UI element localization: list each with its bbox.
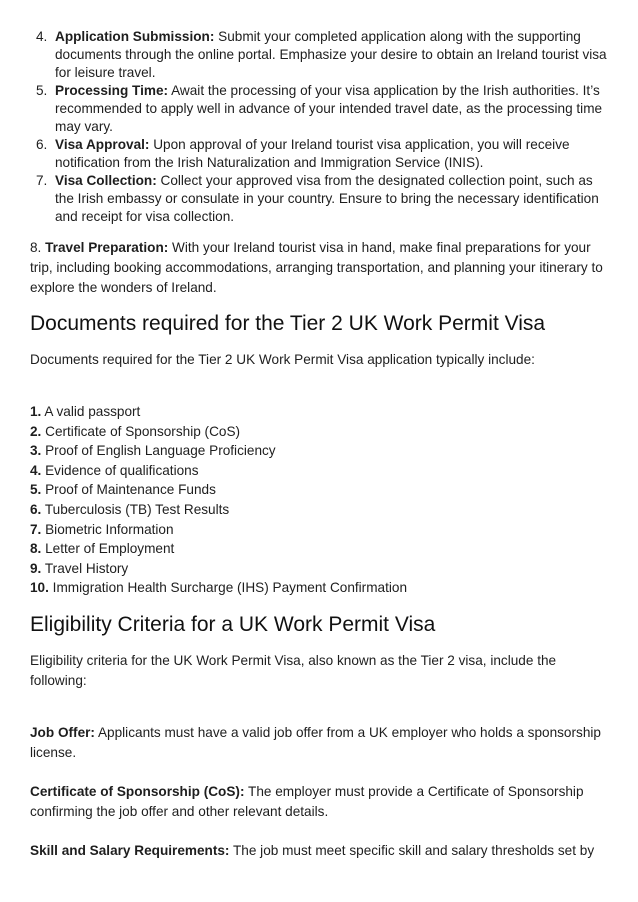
- step-item: [30, 28, 610, 82]
- document-number: 3.: [30, 443, 42, 459]
- criterion-text: Applicants must have a valid job offer from a UK employer who holds a sponsorship license.: [30, 725, 601, 760]
- eligibility-heading: Eligibility Criteria for a UK Work Permit Visa: [30, 613, 436, 636]
- document-item: [30, 520, 407, 540]
- step-text: Upon approval of your Ireland tourist visa application, you will receive notification from the Irish Naturalization and Immigration Service (INIS).: [55, 137, 570, 170]
- document-text: Immigration Health Surcharge (IHS) Payment Confirmation: [48, 580, 408, 596]
- criterion-paragraph: [30, 841, 610, 861]
- step-title: Visa Approval:: [55, 137, 150, 152]
- document-text: A valid passport: [41, 404, 141, 419]
- step-item: [30, 82, 610, 136]
- step-title: Application Submission:: [55, 29, 215, 44]
- documents-heading: Documents required for the Tier 2 UK Work Permit Visa: [30, 312, 546, 335]
- step-item: [30, 136, 610, 172]
- document-text: Evidence of qualifications: [41, 462, 199, 478]
- document-text: Letter of Employment: [41, 541, 175, 557]
- criterion-text: The job must meet specific skill and salary thresholds set by: [229, 843, 595, 858]
- document-item: [30, 441, 407, 461]
- step-text: Collect your approved visa from the designated collection point, such as the Irish embassy or consulate in your country. Ensure to bring the necessary identification and receipt for visa collection.: [55, 173, 599, 224]
- document-item: [30, 578, 407, 598]
- step-number: 6.: [36, 137, 48, 152]
- step-8-text: With your Ireland tourist visa in hand, make final preparations for your trip, including booking accommodations, arranging transportation, and planning your itinerary to explore the wonders of Ireland.: [30, 240, 603, 295]
- document-number: 7.: [30, 521, 42, 537]
- document-text: Biometric Information: [41, 521, 174, 537]
- step-text: Submit your completed application along with the supporting documents through the online portal. Emphasize your desire to obtain an Ireland tourist visa for leisure travel.: [55, 29, 607, 80]
- document-item: [30, 500, 407, 520]
- document-number: 5.: [30, 482, 42, 498]
- document-number: 4.: [30, 462, 42, 478]
- criterion-paragraph: [30, 723, 610, 763]
- document-number: 6.: [30, 501, 42, 517]
- step-title: Visa Collection:: [55, 173, 157, 188]
- document-item: [30, 422, 407, 442]
- step-8-title: Travel Preparation:: [45, 240, 169, 255]
- document-text: Proof of English Language Proficiency: [41, 443, 276, 459]
- document-number: 1.: [30, 404, 42, 419]
- eligibility-intro: Eligibility criteria for the UK Work Permit Visa, also known as the Tier 2 visa, include the following:: [30, 653, 557, 688]
- criterion-paragraph: [30, 782, 610, 822]
- step-title: Processing Time:: [55, 83, 169, 98]
- step-number: 5.: [36, 83, 48, 98]
- document-number: 8.: [30, 541, 42, 557]
- criterion-title: Certificate of Sponsorship (CoS):: [30, 784, 245, 799]
- application-steps-list: [30, 28, 610, 226]
- documents-list: [30, 402, 407, 598]
- document-item: [30, 402, 407, 422]
- criterion-text: The employer must provide a Certificate of Sponsorship confirming the job offer and other relevant details.: [30, 784, 584, 819]
- step-8-paragraph: [30, 238, 610, 298]
- document-text: Proof of Maintenance Funds: [41, 482, 216, 498]
- document-number: 9.: [30, 560, 42, 576]
- document-number: 2.: [30, 423, 42, 439]
- criterion-title: Job Offer:: [30, 725, 95, 740]
- document-text: Tuberculosis (TB) Test Results: [41, 501, 230, 517]
- document-item: [30, 461, 407, 481]
- step-8-prefix: 8.: [30, 240, 46, 255]
- document-item: [30, 480, 407, 500]
- criterion-title: Skill and Salary Requirements:: [30, 843, 230, 858]
- document-text: Certificate of Sponsorship (CoS): [41, 423, 241, 439]
- document-item: [30, 559, 407, 579]
- step-item: [30, 172, 610, 226]
- documents-intro: Documents required for the Tier 2 UK Work Permit Visa application typically include:: [30, 352, 535, 367]
- step-number: 7.: [36, 173, 48, 188]
- document-item: [30, 539, 407, 559]
- step-text: Await the processing of your visa application by the Irish authorities. It’s recommended to apply well in advance of your intended travel date, as the processing time may vary.: [55, 83, 603, 134]
- step-number: 4.: [36, 29, 48, 44]
- document-text: Travel History: [41, 560, 129, 576]
- document-number: 10.: [30, 580, 49, 596]
